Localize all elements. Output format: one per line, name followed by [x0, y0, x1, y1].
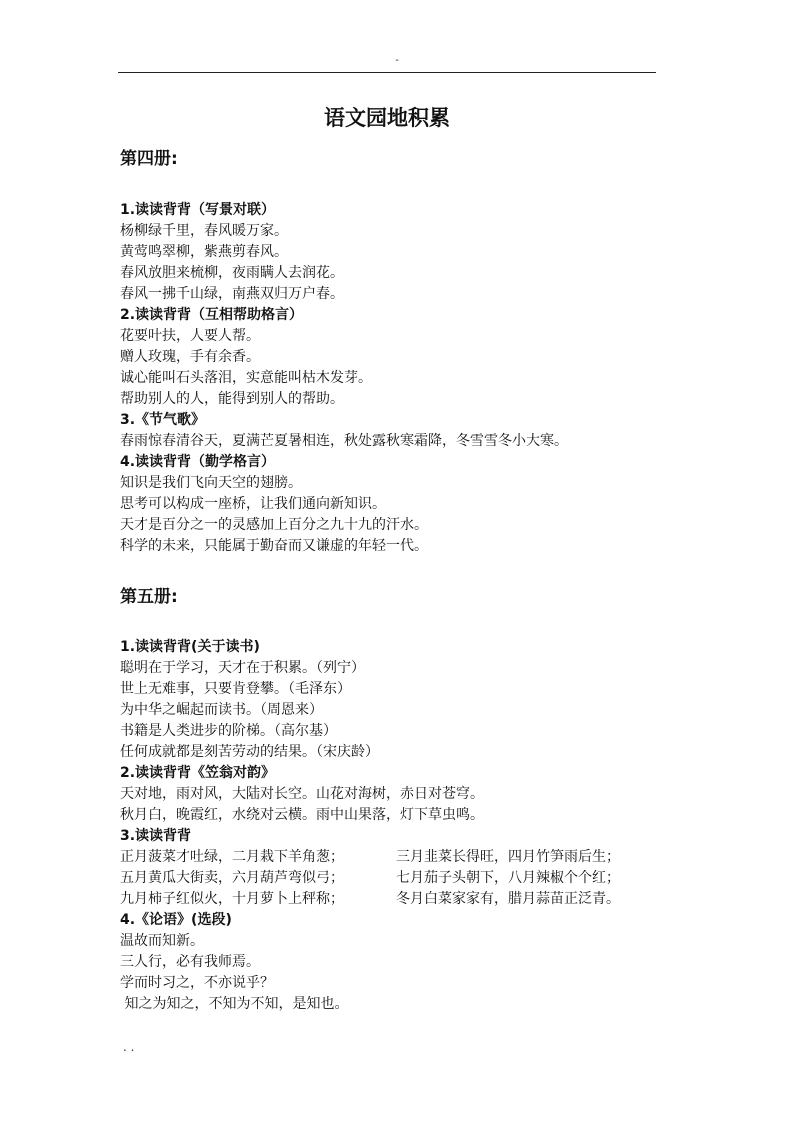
section-heading: 3.《节气歌》 [120, 412, 206, 428]
text-line: 诚心能叫石头落泪，实意能叫枯木发芽。 [120, 370, 372, 386]
text-line: 书籍是人类进步的阶梯。（高尔基） [120, 723, 337, 739]
text-line: 世上无难事，只要肯登攀。（毛泽东） [120, 681, 351, 697]
book5-section1 [120, 637, 680, 1015]
book4-section1 [120, 200, 680, 557]
text-line: 知之为知之，不知为不知，是知也。 [120, 996, 349, 1012]
text-line: 为中华之崛起而读书。（周恩来） [120, 702, 323, 718]
section-heading: 4.读读背背（勤学格言） [120, 454, 276, 470]
text-line: 春风放胆来梳柳，夜雨瞒人去润花。 [120, 265, 344, 281]
text-line: 花要叶扶，人要人帮。 [120, 328, 260, 344]
text-line: 天对地，雨对风，大陆对长空。山花对海树，赤日对苍穹。 [120, 786, 484, 802]
section-heading: 4.《论语》(选段) [120, 912, 232, 928]
section-heading: 1.读读背背（写景对联） [120, 202, 276, 218]
section-heading: 3.读读背背 [120, 828, 192, 844]
row-left: 正月菠菜才吐绿，二月栽下羊角葱； [120, 849, 344, 865]
row-left: 九月柿子红似火，十月萝卜上秤称； [120, 891, 344, 907]
two-column-row [120, 868, 680, 889]
text-line: 温故而知新。 [120, 933, 204, 949]
text-line: 任何成就都是刻苦劳动的结果。（宋庆龄） [120, 744, 379, 760]
two-column-row [120, 889, 680, 910]
text-line: 学而时习之，不亦说乎？ [120, 975, 274, 991]
row-right: 三月韭菜长得旺，四月竹笋雨后生； [396, 849, 620, 865]
section-heading: 1.读读背背(关于读书) [120, 639, 260, 655]
text-line: 天才是百分之一的灵感加上百分之九十九的汗水。 [120, 517, 428, 533]
row-left: 五月黄瓜大街卖，六月葫芦弯似弓； [120, 870, 344, 886]
row-right: 七月茄子头朝下，八月辣椒个个红； [396, 870, 620, 886]
text-line: 秋月白，晚霞红，水绕对云横。雨中山果落，灯下草虫鸣。 [120, 807, 484, 823]
header-mark: - [395, 55, 399, 66]
text-line: 三人行，必有我师焉。 [120, 954, 260, 970]
text-line: 赠人玫瑰，手有余香。 [120, 349, 260, 365]
header-rule [118, 72, 656, 73]
text-line: 思考可以构成一座桥，让我们通向新知识。 [120, 496, 386, 512]
two-column-row [120, 847, 680, 868]
text-line: 知识是我们飞向天空的翅膀。 [120, 475, 302, 491]
text-line: 春风一拂千山绿，南燕双归万户春。 [120, 286, 344, 302]
footer-mark: . . [123, 1040, 135, 1054]
row-right: 冬月白菜家家有，腊月蒜苗正泛青。 [396, 891, 620, 907]
book5-label: 第五册: [120, 587, 178, 607]
page-title: 语文园地积累 [324, 106, 450, 130]
section-heading: 2.读读背背《笠翁对韵》 [120, 765, 276, 781]
section-heading: 2.读读背背（互相帮助格言） [120, 307, 304, 323]
book4-label: 第四册: [120, 149, 178, 169]
text-line: 黄莺鸣翠柳，紫燕剪春风。 [120, 244, 288, 260]
text-line: 科学的未来，只能属于勤奋而又谦虚的年轻一代。 [120, 538, 428, 554]
text-line: 聪明在于学习，天才在于积累。（列宁） [120, 660, 365, 676]
text-line: 杨柳绿千里，春风暖万家。 [120, 223, 288, 239]
text-line: 春雨惊春清谷天，夏满芒夏暑相连，秋处露秋寒霜降，冬雪雪冬小大寒。 [120, 433, 568, 449]
text-line: 帮助别人的人，能得到别人的帮助。 [120, 391, 344, 407]
